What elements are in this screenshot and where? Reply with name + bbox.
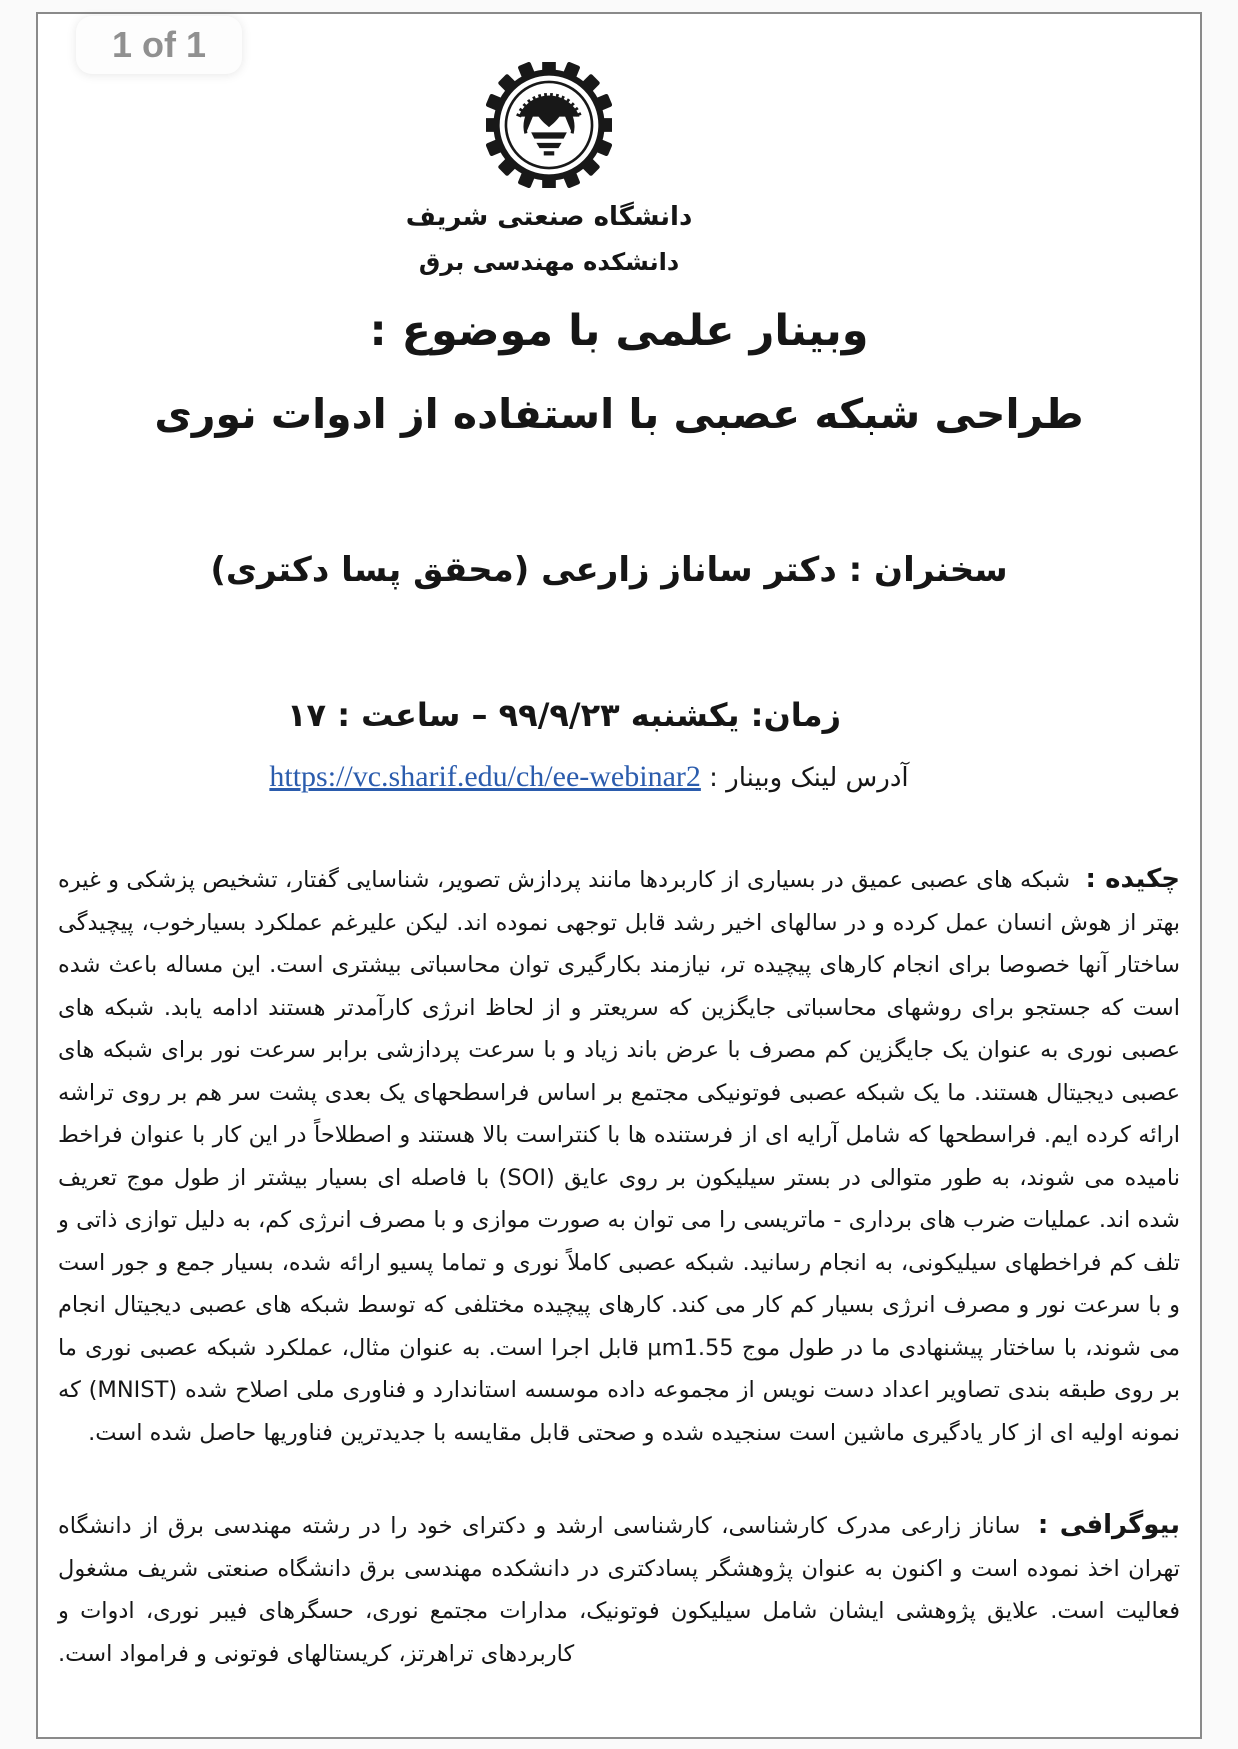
page-indicator: 1 of 1 [76,16,242,74]
time-line: زمان: یکشنبه ۹۹/۹/۲۳ – ساعت : ۱۷ [286,696,842,734]
webinar-title-line2: طراحی شبکه عصبی با استفاده از ادوات نوری [154,390,1084,438]
sharif-university-logo-icon [486,62,612,188]
bio-paragraph [58,1504,1180,1675]
document-header [36,62,1110,276]
speaker-line: سخنران : دکتر ساناز زارعی (محقق پسا دکتری) [210,550,1008,590]
abstract-heading: چکیده : [1085,864,1180,894]
webinar-title-line1: وبینار علمی با موضوع : [369,306,869,356]
document-page [36,12,1202,1739]
faculty-name: دانشکده مهندسی برق [418,248,680,276]
bio-body: ساناز زارعی مدرک کارشناسی، کارشناسی ارشد و دکترای خود را در رشته مهندسی برق از دانشگاه تهران اخذ نموده است و اکنون به عنوان پژوهشگر پسادکتری در دانشکده مهندسی برق دانشگاه صنعتی شریف مشغول فعالیت است. علایق پژوهشی ایشان شامل سیلیکون فوتونیک، مدارات مجتمع نوری، حسگرهای فیبر نوری، ادوات و کاربردهای تراهرتز، کریستالهای فوتونی و فرامواد است. [58,1513,1180,1667]
webinar-link-line [36,760,1150,794]
webinar-link[interactable]: https://vc.sharif.edu/ch/ee-webinar2 [269,760,701,793]
university-name: دانشگاه صنعتی شریف [405,202,693,232]
abstract-paragraph [58,858,1180,1454]
abstract-body: شبکه های عصبی عمیق در بسیاری از کاربردها مانند پردازش تصویر، شناسایی گفتار، تشخیص پزشکی و غیره بهتر از هوش انسان عمل کرده و در سالهای اخیر رشد قابل توجهی نموده اند. لیکن علیرغم عملکرد بسیارخوب، پیچیدگی ساختار آنها خصوصا برای انجام کارهای پیچیده تر، نیازمند بکارگیری توان محاسباتی بیشتری است. این مساله باعث شده است که جستجو برای روشهای محاسباتی جایگزین که سریعتر و از لحاظ انرژی کارآمدتر هستند ادامه یابد. شبکه های عصبی نوری به عنوان یک جایگزین کم مصرف با عرض باند زیاد و با سرعت پردازشی برابر سرعت نور برای شبکه های عصبی دیجیتال هستند. ما یک شبکه عصبی فوتونیکی مجتمع بر اساس فراسطحهای یک بعدی پشت سر هم بر روی تراشه ارائه کرده ایم. فراسطحها که شامل آرایه ای از فرستنده ها با کنتراست بالا هستند و اصطلاحاً در این کار با عنوان فراخط نامیده می شوند، به طور متوالی در بستر سیلیکون بر روی عایق (SOI) با فاصله ای بسیار بیشتر از طول موج تعریف شده اند. عملیات ضرب های برداری - ماتریسی را می توان به صورت موازی و با مصرف انرژی کم، به دلیل توازی ذاتی و تلف کم فراخطهای سیلیکونی، به انجام رسانید. شبکه عصبی کاملاً نوری و تماما پسیو ارائه شده، بسیار جمع و جور است و با سرعت نور و مصرف انرژی بسیار کم کار می کند. کارهای پیچیده مختلفی که توسط شبکه های عصبی دیجیتال انجام می شوند، با ساختار پیشنهادی ما در طول موج μm1.55 قابل اجرا است. به عنوان مثال، عملکرد شبکه عصبی نوری ما بر روی طبقه بندی تصاویر اعداد دست نویس از مجموعه داده موسسه استاندارد و فناوری ملی اصلاح شده (MNIST) که نمونه اولیه ای از کار یادگیری ماشین است سنجیده شده و صحتی قابل مقایسه با جدیدترین فناوریها حاصل شده است. [58,867,1181,1446]
webinar-title [58,306,1180,438]
webinar-link-label: آدرس لینک وبینار : [709,763,909,793]
bio-heading: بیوگرافی : [1037,1510,1180,1540]
